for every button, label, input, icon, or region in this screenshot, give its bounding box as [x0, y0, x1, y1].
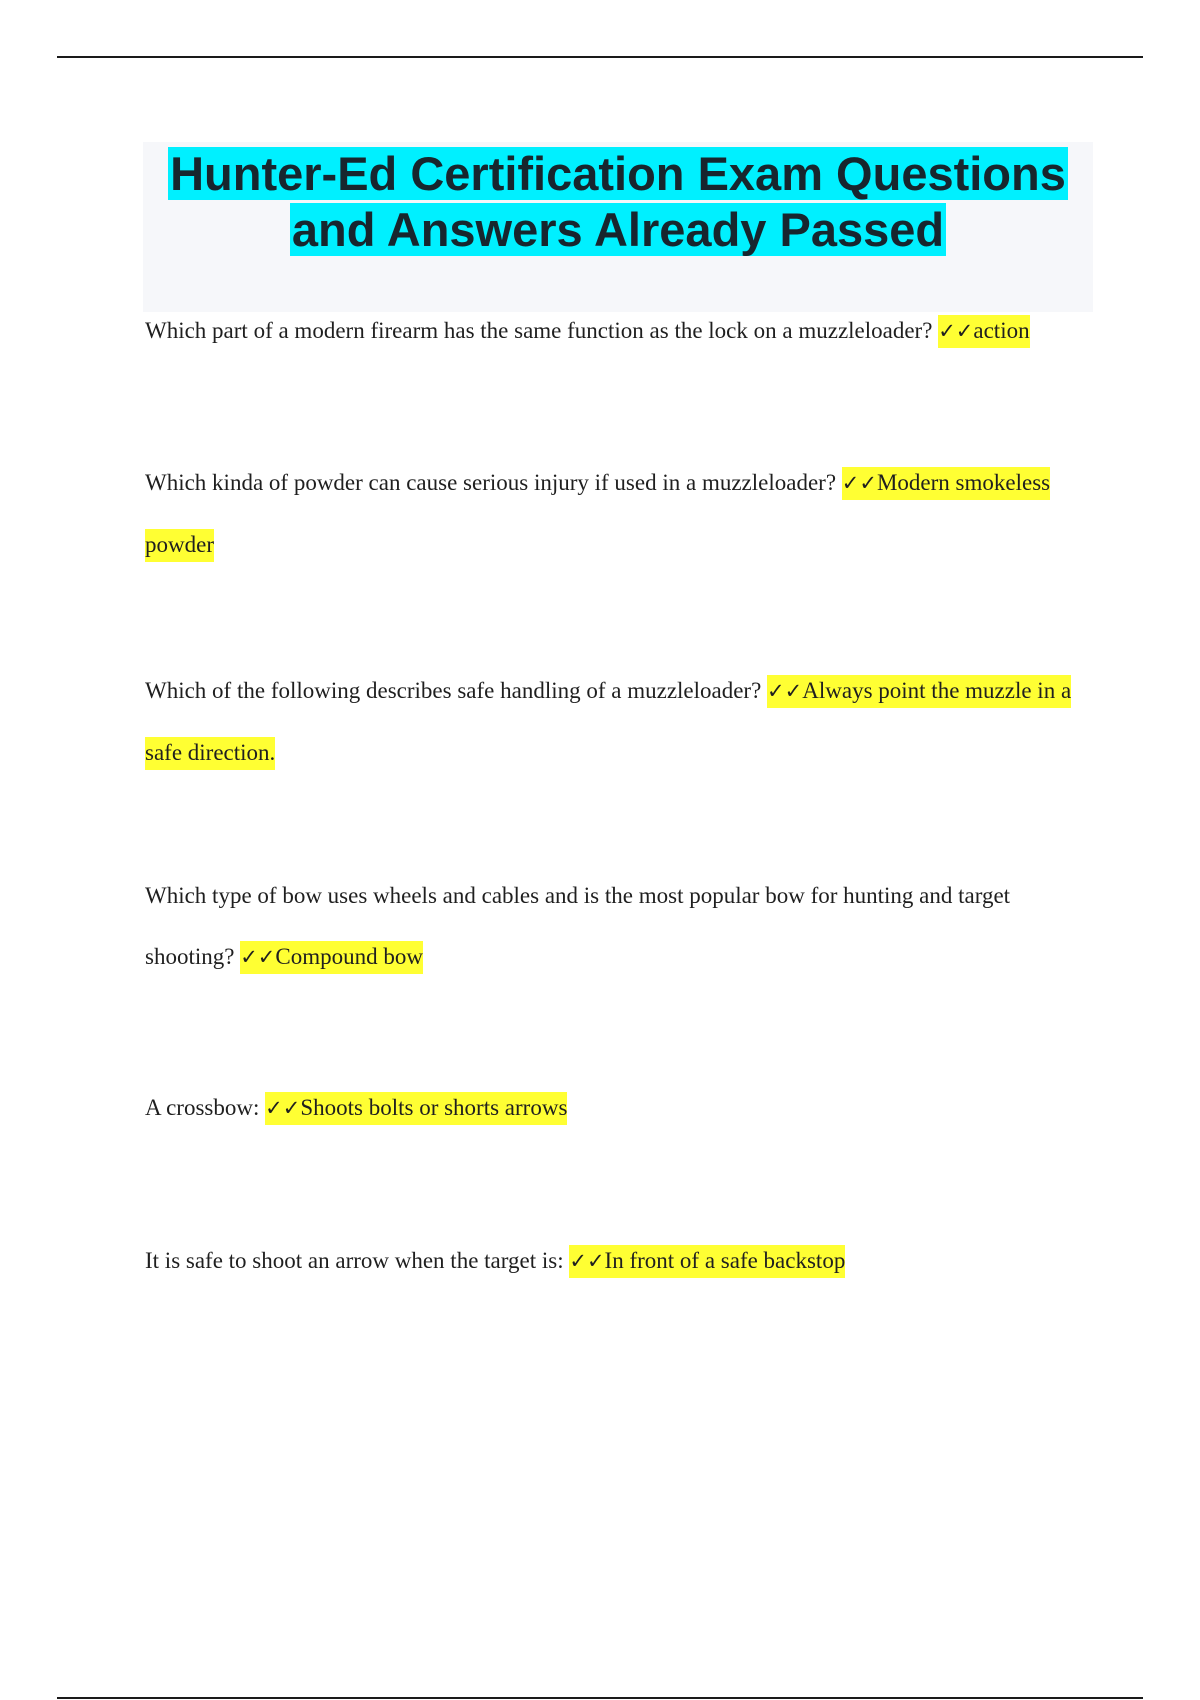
- qa-item: [145, 300, 1105, 362]
- answer-text: Modern smokeless powder: [145, 470, 1051, 557]
- question-text: Which kinda of powder can cause serious injury if used in a muzzleloader?: [145, 470, 837, 495]
- qa-item: [145, 865, 1105, 988]
- question-text: Which part of a modern firearm has the same function as the lock on a muzzleloader?: [145, 318, 933, 343]
- question-text: Which of the following describes safe handling of a muzzleloader?: [145, 678, 762, 703]
- title-line-2: and Answers Already Passed: [291, 203, 945, 256]
- answer-highlight: [265, 1092, 567, 1125]
- answer-text: In front of a safe backstop: [604, 1248, 846, 1273]
- answer-text: action: [973, 318, 1030, 343]
- answer-highlight: [569, 1245, 845, 1278]
- answer-highlight: [240, 941, 423, 974]
- double-check-icon: ✓✓: [938, 319, 974, 343]
- double-check-icon: ✓✓: [767, 679, 803, 703]
- answer-text: Shoots bolts or shorts arrows: [300, 1095, 568, 1120]
- title-panel: [143, 142, 1093, 312]
- top-rule: [57, 56, 1143, 58]
- bottom-rule: [57, 1697, 1143, 1699]
- question-text: Which type of bow uses wheels and cables and is the most popular bow for hunting and target shooting?: [145, 883, 1011, 969]
- double-check-icon: ✓✓: [240, 945, 276, 969]
- answer-text: Always point the muzzle in a safe direction.: [145, 678, 1072, 765]
- answer-highlight: [938, 315, 1029, 348]
- qa-item: [145, 1077, 1105, 1139]
- double-check-icon: ✓✓: [569, 1249, 605, 1273]
- document-title: [143, 142, 1093, 258]
- double-check-icon: ✓✓: [265, 1096, 301, 1120]
- qa-item: [145, 660, 1105, 783]
- question-text: A crossbow:: [145, 1095, 260, 1120]
- qa-item: [145, 1230, 1105, 1292]
- answer-text: Compound bow: [275, 944, 423, 969]
- double-check-icon: ✓✓: [841, 471, 877, 495]
- qa-item: [145, 452, 1105, 575]
- question-text: It is safe to shoot an arrow when the target is:: [145, 1248, 564, 1273]
- title-line-1: Hunter-Ed Certification Exam Questions: [170, 147, 1066, 200]
